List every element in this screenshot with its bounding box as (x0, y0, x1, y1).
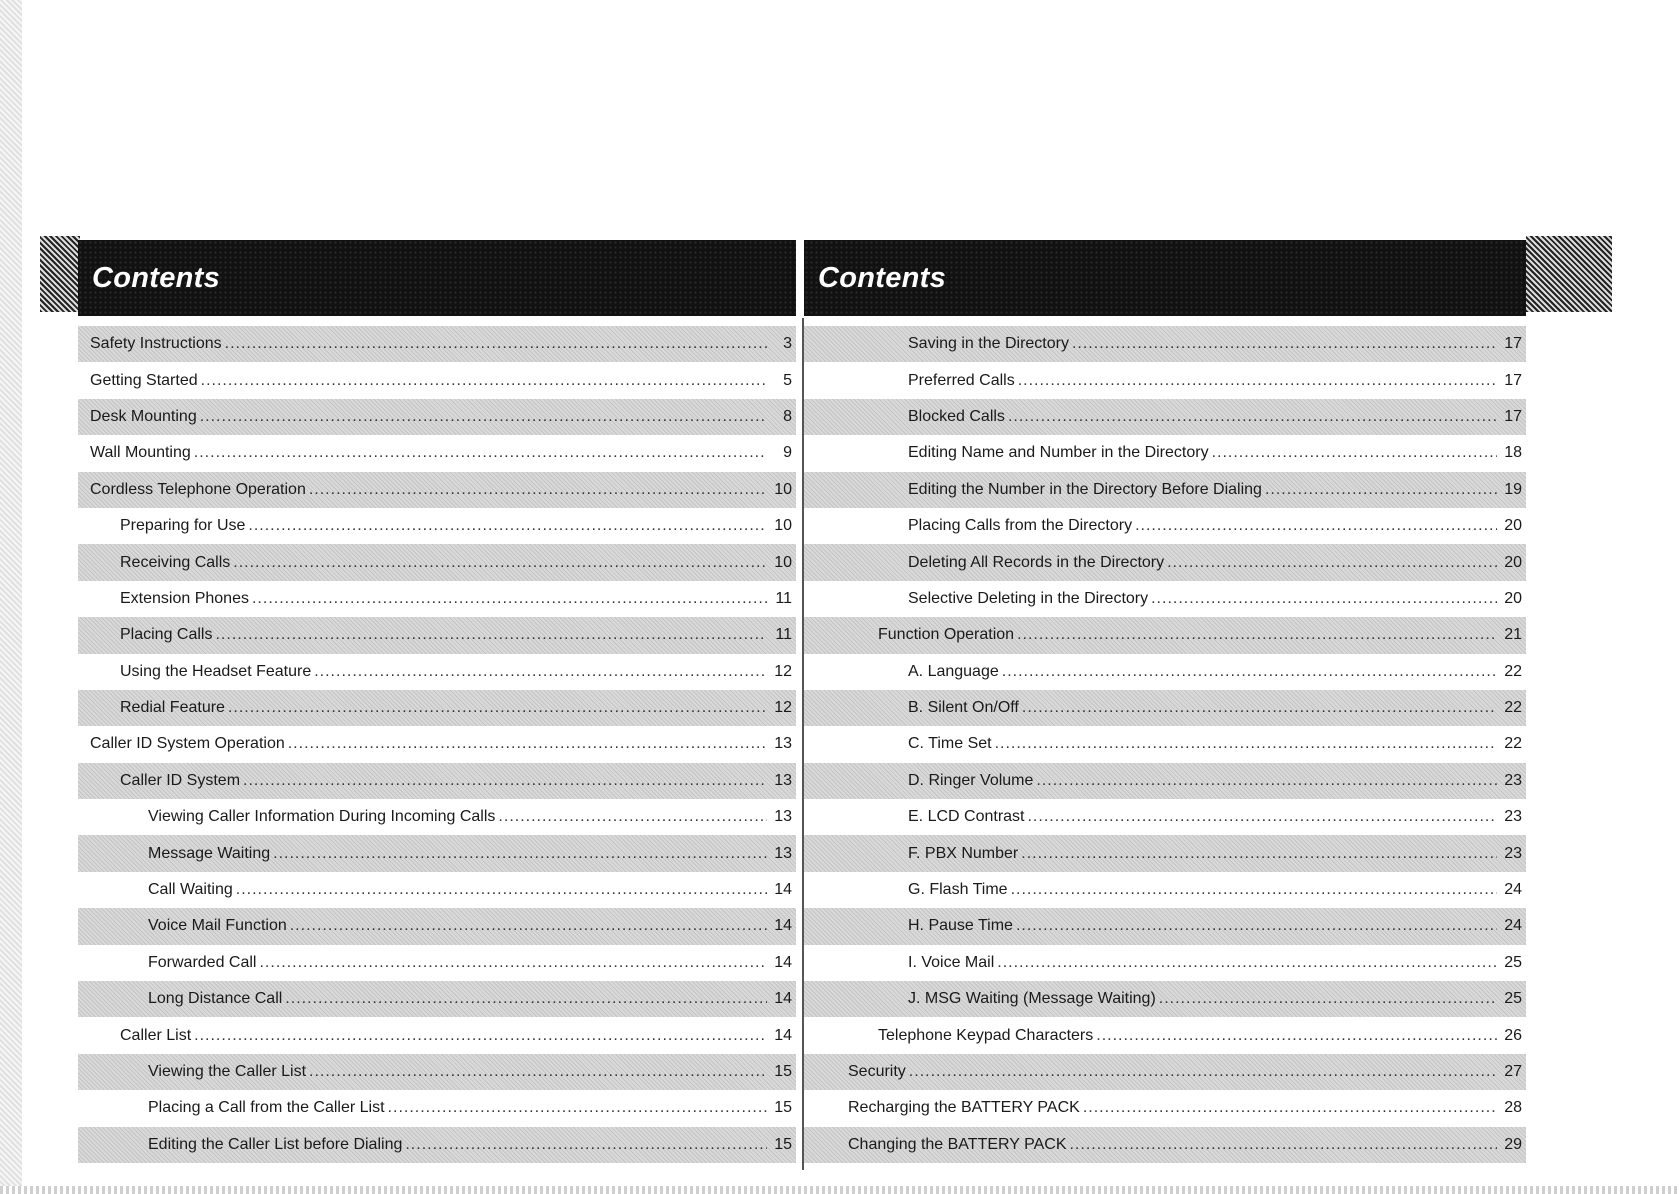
toc-entry (804, 1017, 1526, 1053)
toc-leader-dots (1135, 517, 1497, 535)
toc-leader-dots (215, 626, 767, 644)
toc-entry-page-number: 22 (1504, 662, 1522, 680)
toc-entry-page-number: 13 (774, 844, 792, 862)
toc-entry-label: E. LCD Contrast (908, 808, 1025, 826)
toc-entry-page-number: 13 (774, 808, 792, 826)
toc-entry (78, 617, 796, 653)
toc-entry (804, 690, 1526, 726)
toc-entry-label: Blocked Calls (908, 407, 1005, 425)
toc-entry (78, 326, 796, 362)
toc-entry (78, 690, 796, 726)
toc-entry-label: Placing Calls (120, 626, 213, 644)
toc-entry-page-number: 14 (774, 1026, 792, 1044)
toc-leader-dots (288, 735, 767, 753)
toc-leader-dots (405, 1136, 767, 1154)
toc-leader-dots (1036, 772, 1497, 790)
toc-entry-page-number: 25 (1504, 953, 1522, 971)
toc-leader-dots (1072, 335, 1497, 353)
right-page-header (804, 240, 1526, 316)
toc-entry-label: Viewing Caller Information During Incoming Calls (148, 808, 496, 826)
toc-entry-page-number: 14 (774, 953, 792, 971)
toc-entry-page-number: 20 (1504, 517, 1522, 535)
toc-leader-dots (314, 663, 767, 681)
toc-entry-label: J. MSG Waiting (Message Waiting) (908, 990, 1156, 1008)
toc-leader-dots (1018, 372, 1497, 390)
toc-entry-page-number: 14 (774, 881, 792, 899)
toc-entry (804, 508, 1526, 544)
toc-leader-dots (243, 772, 767, 790)
toc-entry-page-number: 21 (1504, 626, 1522, 644)
toc-entry-page-number: 17 (1504, 371, 1522, 389)
left-toc-list (78, 326, 796, 1163)
toc-leader-dots (273, 845, 767, 863)
toc-entry (804, 617, 1526, 653)
toc-entry-page-number: 15 (774, 1135, 792, 1153)
toc-entry-page-number: 23 (1504, 771, 1522, 789)
toc-entry-page-number: 22 (1504, 735, 1522, 753)
toc-entry (804, 581, 1526, 617)
toc-leader-dots (1002, 663, 1497, 681)
toc-entry (804, 1127, 1526, 1163)
left-page (78, 240, 796, 1163)
toc-entry (78, 1054, 796, 1090)
toc-leader-dots (1212, 444, 1497, 462)
toc-entry-label: Preferred Calls (908, 371, 1015, 389)
toc-entry (78, 872, 796, 908)
toc-entry-label: H. Pause Time (908, 917, 1013, 935)
toc-leader-dots (259, 954, 767, 972)
toc-entry-page-number: 11 (775, 626, 792, 644)
toc-entry (78, 908, 796, 944)
toc-entry-label: Desk Mounting (90, 407, 197, 425)
toc-entry-page-number: 28 (1504, 1099, 1522, 1117)
toc-leader-dots (236, 881, 767, 899)
toc-entry-page-number: 10 (774, 553, 792, 571)
toc-entry (78, 1017, 796, 1053)
toc-entry-page-number: 20 (1504, 589, 1522, 607)
toc-entry (804, 399, 1526, 435)
toc-entry (804, 908, 1526, 944)
toc-entry-page-number: 19 (1504, 480, 1522, 498)
toc-entry-label: Long Distance Call (148, 990, 283, 1008)
toc-entry (804, 1090, 1526, 1126)
toc-entry-label: B. Silent On/Off (908, 699, 1019, 717)
toc-leader-dots (1021, 845, 1497, 863)
toc-entry (78, 981, 796, 1017)
toc-leader-dots (1151, 590, 1497, 608)
toc-entry-label: Caller ID System (120, 771, 241, 789)
toc-entry-page-number: 25 (1504, 990, 1522, 1008)
toc-entry-page-number: 20 (1504, 553, 1522, 571)
toc-entry-page-number: 23 (1504, 844, 1522, 862)
toc-entry (804, 654, 1526, 690)
toc-entry-label: Viewing the Caller List (148, 1063, 307, 1080)
toc-entry-label: G. Flash Time (908, 881, 1008, 899)
toc-entry (78, 726, 796, 762)
toc-entry-label: Editing Name and Number in the Directory (908, 444, 1209, 462)
toc-entry-label: Redial Feature (120, 699, 225, 717)
toc-entry-label: Saving in the Directory (908, 335, 1069, 353)
toc-leader-dots (1265, 481, 1497, 499)
toc-leader-dots (909, 1063, 1497, 1081)
toc-entry (78, 945, 796, 981)
toc-entry (78, 1090, 796, 1126)
header-corner-pattern-left (40, 236, 80, 312)
toc-entry-label: Security (848, 1063, 906, 1080)
toc-entry-page-number: 26 (1504, 1026, 1522, 1044)
toc-entry (78, 544, 796, 580)
toc-entry (78, 835, 796, 871)
left-page-title: Contents (92, 261, 221, 294)
toc-entry-page-number: 3 (783, 335, 792, 353)
toc-entry-label: F. PBX Number (908, 844, 1019, 862)
toc-leader-dots (1069, 1136, 1497, 1154)
toc-entry-label: Changing the BATTERY PACK (848, 1135, 1067, 1153)
toc-entry (804, 362, 1526, 398)
toc-entry-label: Deleting All Records in the Directory (908, 553, 1165, 571)
toc-entry-label: Getting Started (90, 371, 198, 389)
toc-entry (804, 435, 1526, 471)
toc-entry-label: Call Waiting (148, 881, 233, 899)
toc-entry-label: Extension Phones (120, 589, 249, 607)
toc-leader-dots (1027, 808, 1497, 826)
toc-entry-page-number: 15 (774, 1063, 792, 1080)
toc-leader-dots (498, 808, 767, 826)
left-page-header (78, 240, 796, 316)
header-corner-pattern-right (1526, 236, 1612, 312)
toc-leader-dots (1017, 626, 1497, 644)
toc-leader-dots (995, 735, 1497, 753)
toc-entry-page-number: 9 (783, 444, 792, 462)
toc-entry-page-number: 13 (774, 771, 792, 789)
toc-leader-dots (194, 444, 767, 462)
toc-leader-dots (997, 954, 1497, 972)
toc-entry-label: Editing the Caller List before Dialing (148, 1135, 403, 1153)
toc-leader-dots (309, 1063, 767, 1081)
toc-entry-page-number: 10 (774, 517, 792, 535)
toc-entry (804, 763, 1526, 799)
toc-leader-dots (248, 517, 767, 535)
toc-leader-dots (1008, 408, 1497, 426)
toc-entry-label: Recharging the BATTERY PACK (848, 1099, 1080, 1117)
toc-entry (804, 726, 1526, 762)
toc-entry-label: Editing the Number in the Directory Before Dialing (908, 480, 1262, 498)
toc-entry-page-number: 17 (1504, 335, 1522, 353)
toc-entry-page-number: 24 (1504, 881, 1522, 899)
toc-entry (78, 508, 796, 544)
toc-leader-dots (228, 699, 767, 717)
toc-entry (78, 362, 796, 398)
toc-entry-page-number: 10 (774, 480, 792, 498)
toc-entry-page-number: 14 (774, 990, 792, 1008)
toc-entry-page-number: 12 (774, 699, 792, 717)
toc-entry-page-number: 8 (783, 407, 792, 425)
toc-entry-label: D. Ringer Volume (908, 771, 1034, 789)
toc-leader-dots (1022, 699, 1497, 717)
toc-entry-page-number: 18 (1504, 444, 1522, 462)
toc-leader-dots (252, 590, 767, 608)
toc-leader-dots (225, 335, 767, 353)
toc-entry (804, 799, 1526, 835)
right-toc-list (804, 326, 1526, 1163)
toc-entry-label: Using the Headset Feature (120, 662, 312, 680)
toc-entry-label: Message Waiting (148, 844, 271, 862)
toc-leader-dots (290, 917, 767, 935)
toc-entry-label: Telephone Keypad Characters (878, 1026, 1094, 1044)
toc-leader-dots (1159, 990, 1497, 1008)
toc-leader-dots (1096, 1027, 1497, 1045)
toc-leader-dots (309, 481, 767, 499)
toc-entry-label: Cordless Telephone Operation (90, 480, 306, 498)
toc-entry-label: Wall Mounting (90, 444, 191, 462)
toc-entry-page-number: 13 (774, 735, 792, 753)
toc-leader-dots (1167, 554, 1497, 572)
toc-entry (804, 544, 1526, 580)
toc-entry (804, 326, 1526, 362)
toc-entry (78, 399, 796, 435)
toc-leader-dots (1083, 1099, 1497, 1117)
toc-entry-label: A. Language (908, 662, 999, 680)
toc-entry-label: C. Time Set (908, 735, 992, 753)
right-page-title: Contents (818, 261, 947, 294)
toc-entry-page-number: 11 (775, 589, 792, 607)
toc-entry (804, 872, 1526, 908)
toc-entry (78, 435, 796, 471)
toc-entry-label: I. Voice Mail (908, 953, 995, 971)
toc-entry (78, 654, 796, 690)
toc-leader-dots (200, 408, 767, 426)
toc-entry-label: Voice Mail Function (148, 917, 287, 935)
toc-entry-label: Safety Instructions (90, 335, 222, 353)
scan-edge-bottom (0, 1186, 1679, 1194)
toc-entry (804, 945, 1526, 981)
toc-entry-page-number: 12 (774, 662, 792, 680)
right-page (804, 240, 1526, 1163)
toc-entry (78, 763, 796, 799)
toc-entry-page-number: 14 (774, 917, 792, 935)
toc-entry-label: Caller List (120, 1026, 192, 1044)
toc-entry-page-number: 29 (1504, 1135, 1522, 1153)
toc-entry-label: Caller ID System Operation (90, 735, 285, 753)
toc-entry (804, 472, 1526, 508)
toc-leader-dots (1011, 881, 1497, 899)
toc-entry (804, 835, 1526, 871)
toc-entry-label: Placing Calls from the Directory (908, 517, 1133, 535)
toc-entry-label: Placing a Call from the Caller List (148, 1099, 385, 1117)
toc-leader-dots (285, 990, 767, 1008)
toc-leader-dots (233, 554, 767, 572)
toc-entry (78, 799, 796, 835)
toc-entry (78, 1127, 796, 1163)
toc-leader-dots (388, 1099, 767, 1117)
toc-entry-page-number: 27 (1504, 1063, 1522, 1080)
toc-entry-page-number: 15 (774, 1099, 792, 1117)
toc-entry (78, 472, 796, 508)
toc-entry-page-number: 22 (1504, 699, 1522, 717)
toc-leader-dots (194, 1027, 767, 1045)
toc-entry-page-number: 17 (1504, 407, 1522, 425)
toc-entry-label: Selective Deleting in the Directory (908, 589, 1149, 607)
toc-entry-label: Forwarded Call (148, 953, 257, 971)
toc-entry-page-number: 23 (1504, 808, 1522, 826)
toc-entry-page-number: 5 (783, 371, 792, 389)
toc-entry-label: Receiving Calls (120, 553, 231, 571)
toc-entry-label: Function Operation (878, 626, 1015, 644)
toc-entry (804, 981, 1526, 1017)
toc-leader-dots (201, 372, 767, 390)
toc-entry (78, 581, 796, 617)
scan-edge-left (0, 0, 22, 1194)
toc-entry-page-number: 24 (1504, 917, 1522, 935)
toc-leader-dots (1016, 917, 1497, 935)
toc-entry-label: Preparing for Use (120, 517, 246, 535)
toc-entry (804, 1054, 1526, 1090)
